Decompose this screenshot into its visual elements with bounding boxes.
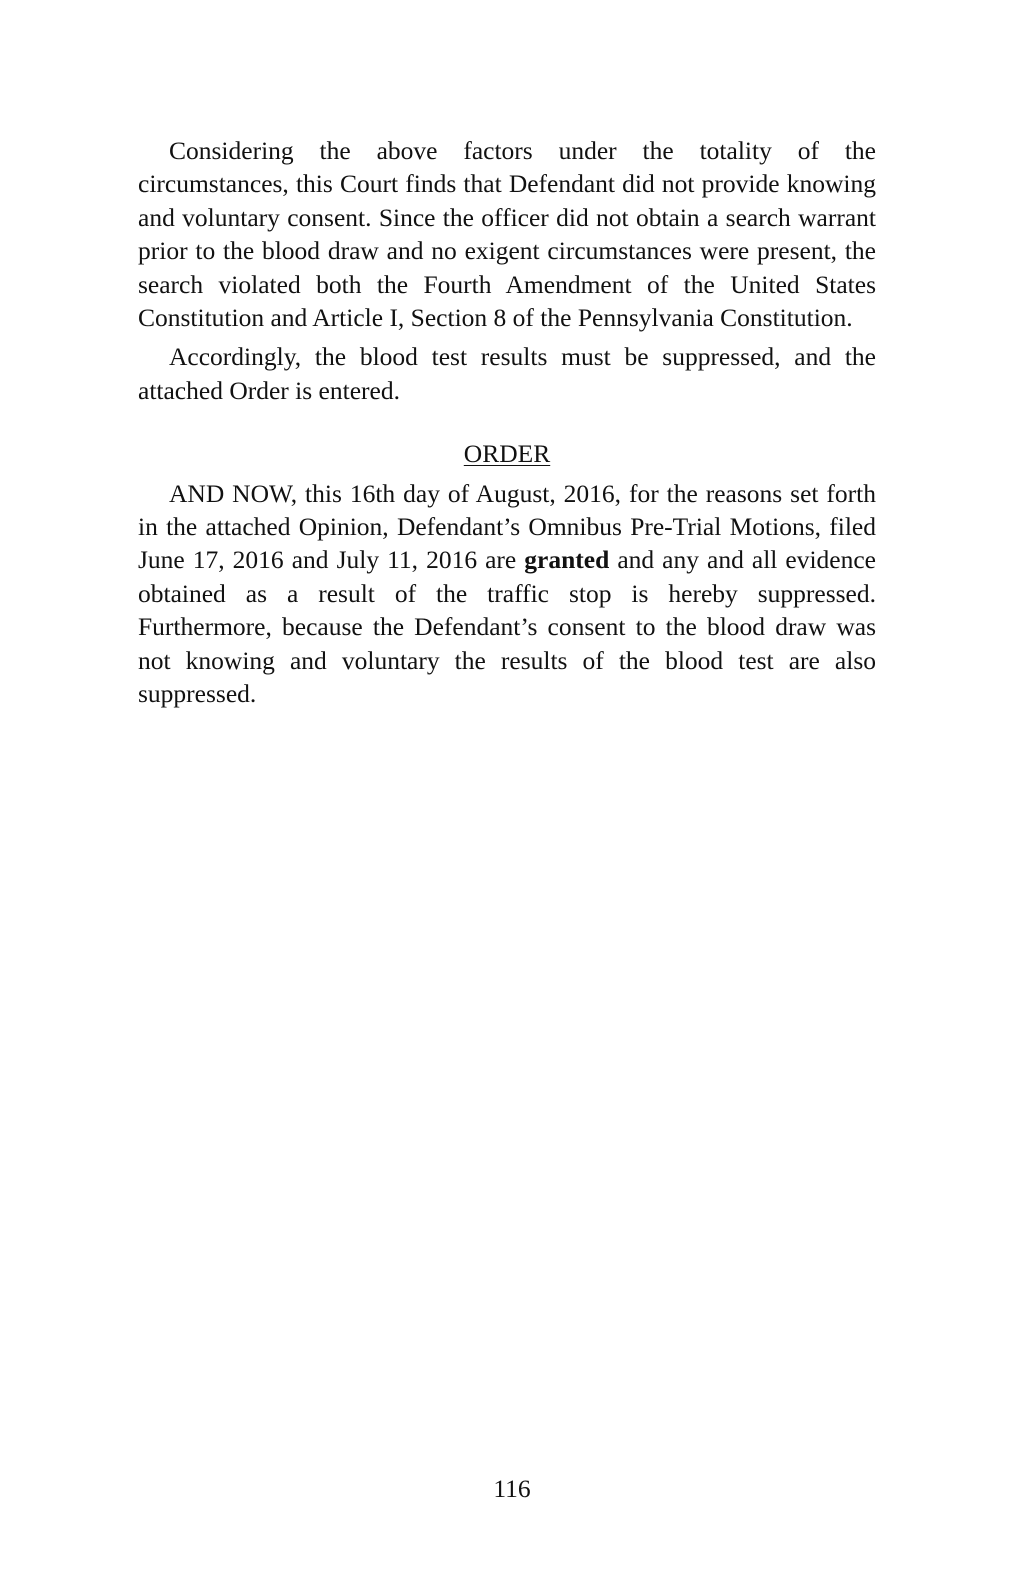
order-text-end: and any and all evidence obtained as a result of the traffic stop is hereby suppressed. Furthermore, because the Defendant’s consent to the blood draw was not knowing and voluntary the results of the blood test are also suppressed. — [138, 545, 876, 709]
order-bold-word: granted — [524, 545, 610, 575]
page-number: 116 — [493, 1474, 531, 1503]
opinion-paragraph-2: Accordingly, the blood test results must be suppressed, and the attached Order is entered. — [138, 342, 876, 405]
opinion-paragraph-1: Considering the above factors under the totality of the circumstances, this Court finds that Defendant did not provide knowing and voluntary consent. Since the officer did not obtain a search warrant prior to the blood draw and no exigent circumstances were present, the search violated both the Fourth Amendment of the United States Constitution and Article I, Section 8 of the Pennsylvania Constitution. — [138, 136, 876, 333]
order-text-start: AND NOW, this 16th day of August, 2016, for the reasons set forth in the attached Opinion, Defendant’s Omnibus Pre-Trial Motions, filed June 17, 2016 and July 11, 2016 are — [138, 478, 876, 575]
order-paragraph — [138, 477, 876, 711]
page-body — [138, 134, 876, 717]
order-heading: ORDER — [463, 439, 551, 469]
